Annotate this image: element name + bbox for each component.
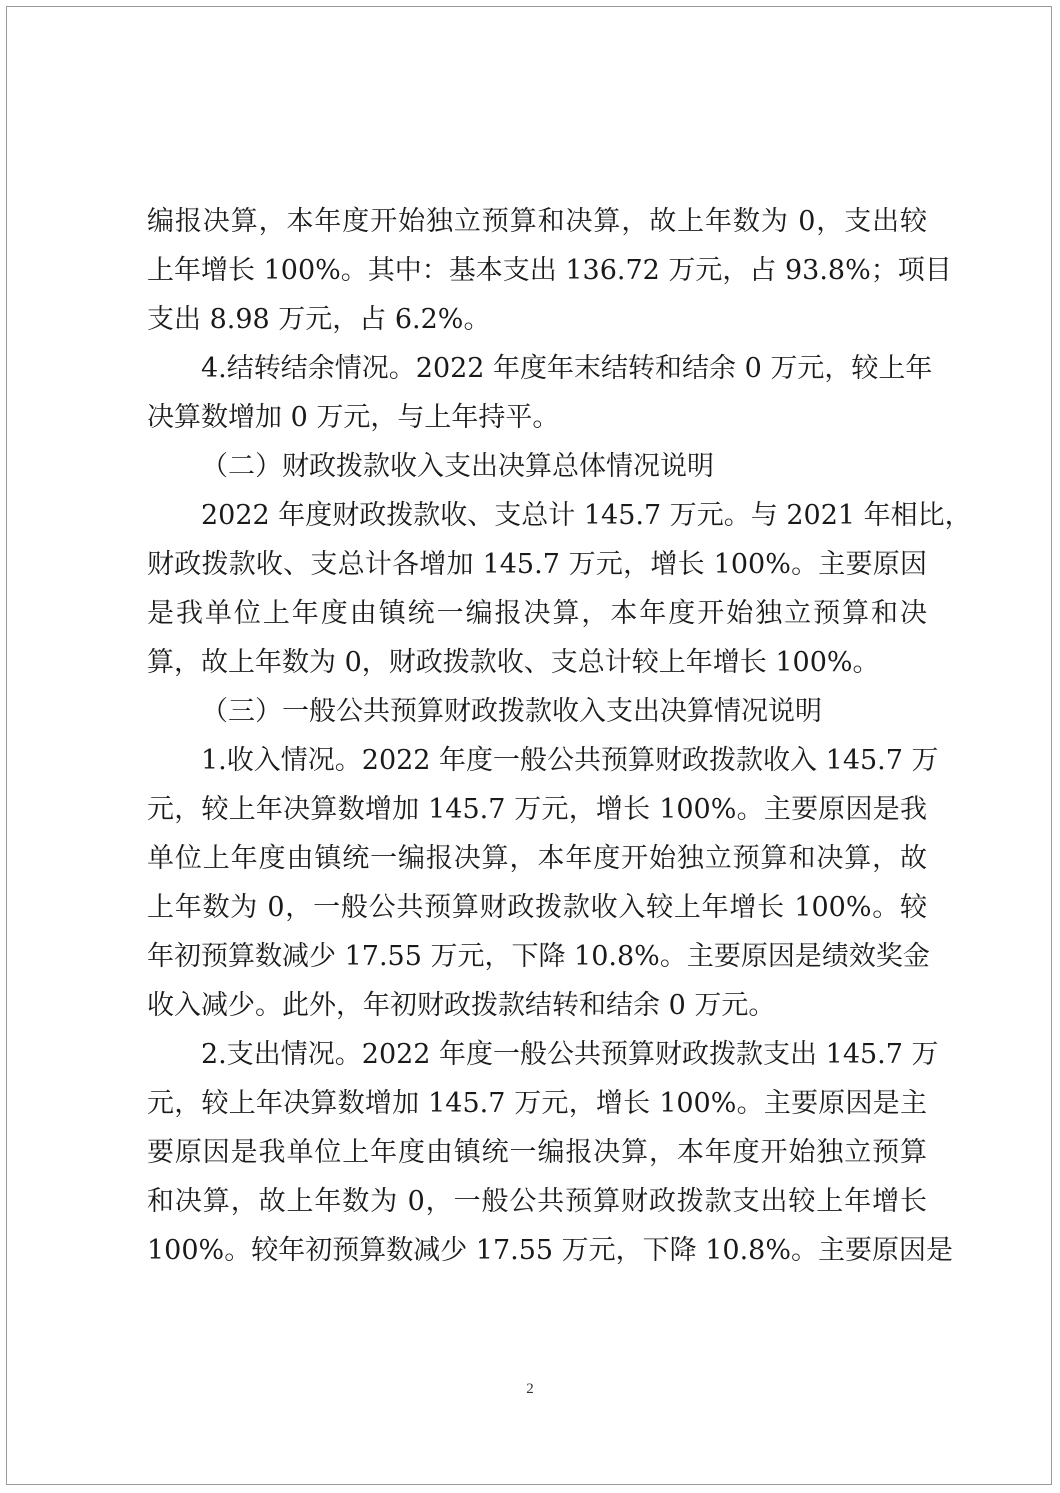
text-line: 单位上年度由镇统一编报决算，本年度开始独立预算和决算，故 (147, 843, 927, 874)
text-line: 编报决算，本年度开始独立预算和决算，故上年数为 0，支出较 (147, 206, 927, 237)
document-body (147, 197, 972, 1275)
text-line: 要原因是我单位上年度由镇统一编报决算，本年度开始独立预算 (147, 1137, 927, 1168)
text-line: 和决算，故上年数为 0，一般公共预算财政拨款支出较上年增长 (147, 1186, 927, 1217)
text-line: 上年增长 100%。其中：基本支出 136.72 万元，占 93.8%；项目 (147, 255, 952, 286)
text-line: 1.收入情况。2022 年度一般公共预算财政拨款收入 145.7 万 (201, 745, 939, 776)
text-line: 元，较上年决算数增加 145.7 万元，增长 100%。主要原因是我 (147, 794, 927, 825)
text-line: 上年数为 0，一般公共预算财政拨款收入较上年增长 100%。较 (147, 892, 927, 923)
text-line: 4.结转结余情况。2022 年度年末结转和结余 0 万元，较上年 (201, 353, 933, 384)
text-line: 元，较上年决算数增加 145.7 万元，增长 100%。主要原因是主 (147, 1088, 927, 1119)
text-line: 决算数增加 0 万元，与上年持平。 (147, 402, 560, 433)
text-line: 财政拨款收、支总计各增加 145.7 万元，增长 100%。主要原因 (147, 549, 927, 580)
text-line: （三）一般公共预算财政拨款收入支出决算情况说明 (201, 696, 822, 727)
text-line: 年初预算数减少 17.55 万元，下降 10.8%。主要原因是绩效奖金 (147, 941, 930, 972)
text-line: 算，故上年数为 0，财政拨款收、支总计较上年增长 100%。 (147, 647, 880, 678)
page-number: 2 (526, 1381, 534, 1397)
text-line: 2022 年度财政拨款收、支总计 145.7 万元。与 2021 年相比， (201, 500, 972, 531)
text-line: 100%。较年初预算数减少 17.55 万元，下降 10.8%。主要原因是 (147, 1235, 954, 1266)
text-line: 支出 8.98 万元，占 6.2%。 (147, 304, 491, 335)
text-line: 收入减少。此外，年初财政拨款结转和结余 0 万元。 (147, 990, 776, 1021)
text-line: （二）财政拨款收入支出决算总体情况说明 (201, 451, 714, 482)
text-line: 2.支出情况。2022 年度一般公共预算财政拨款支出 145.7 万 (201, 1039, 939, 1070)
text-line: 是我单位上年度由镇统一编报决算，本年度开始独立预算和决 (147, 598, 927, 629)
